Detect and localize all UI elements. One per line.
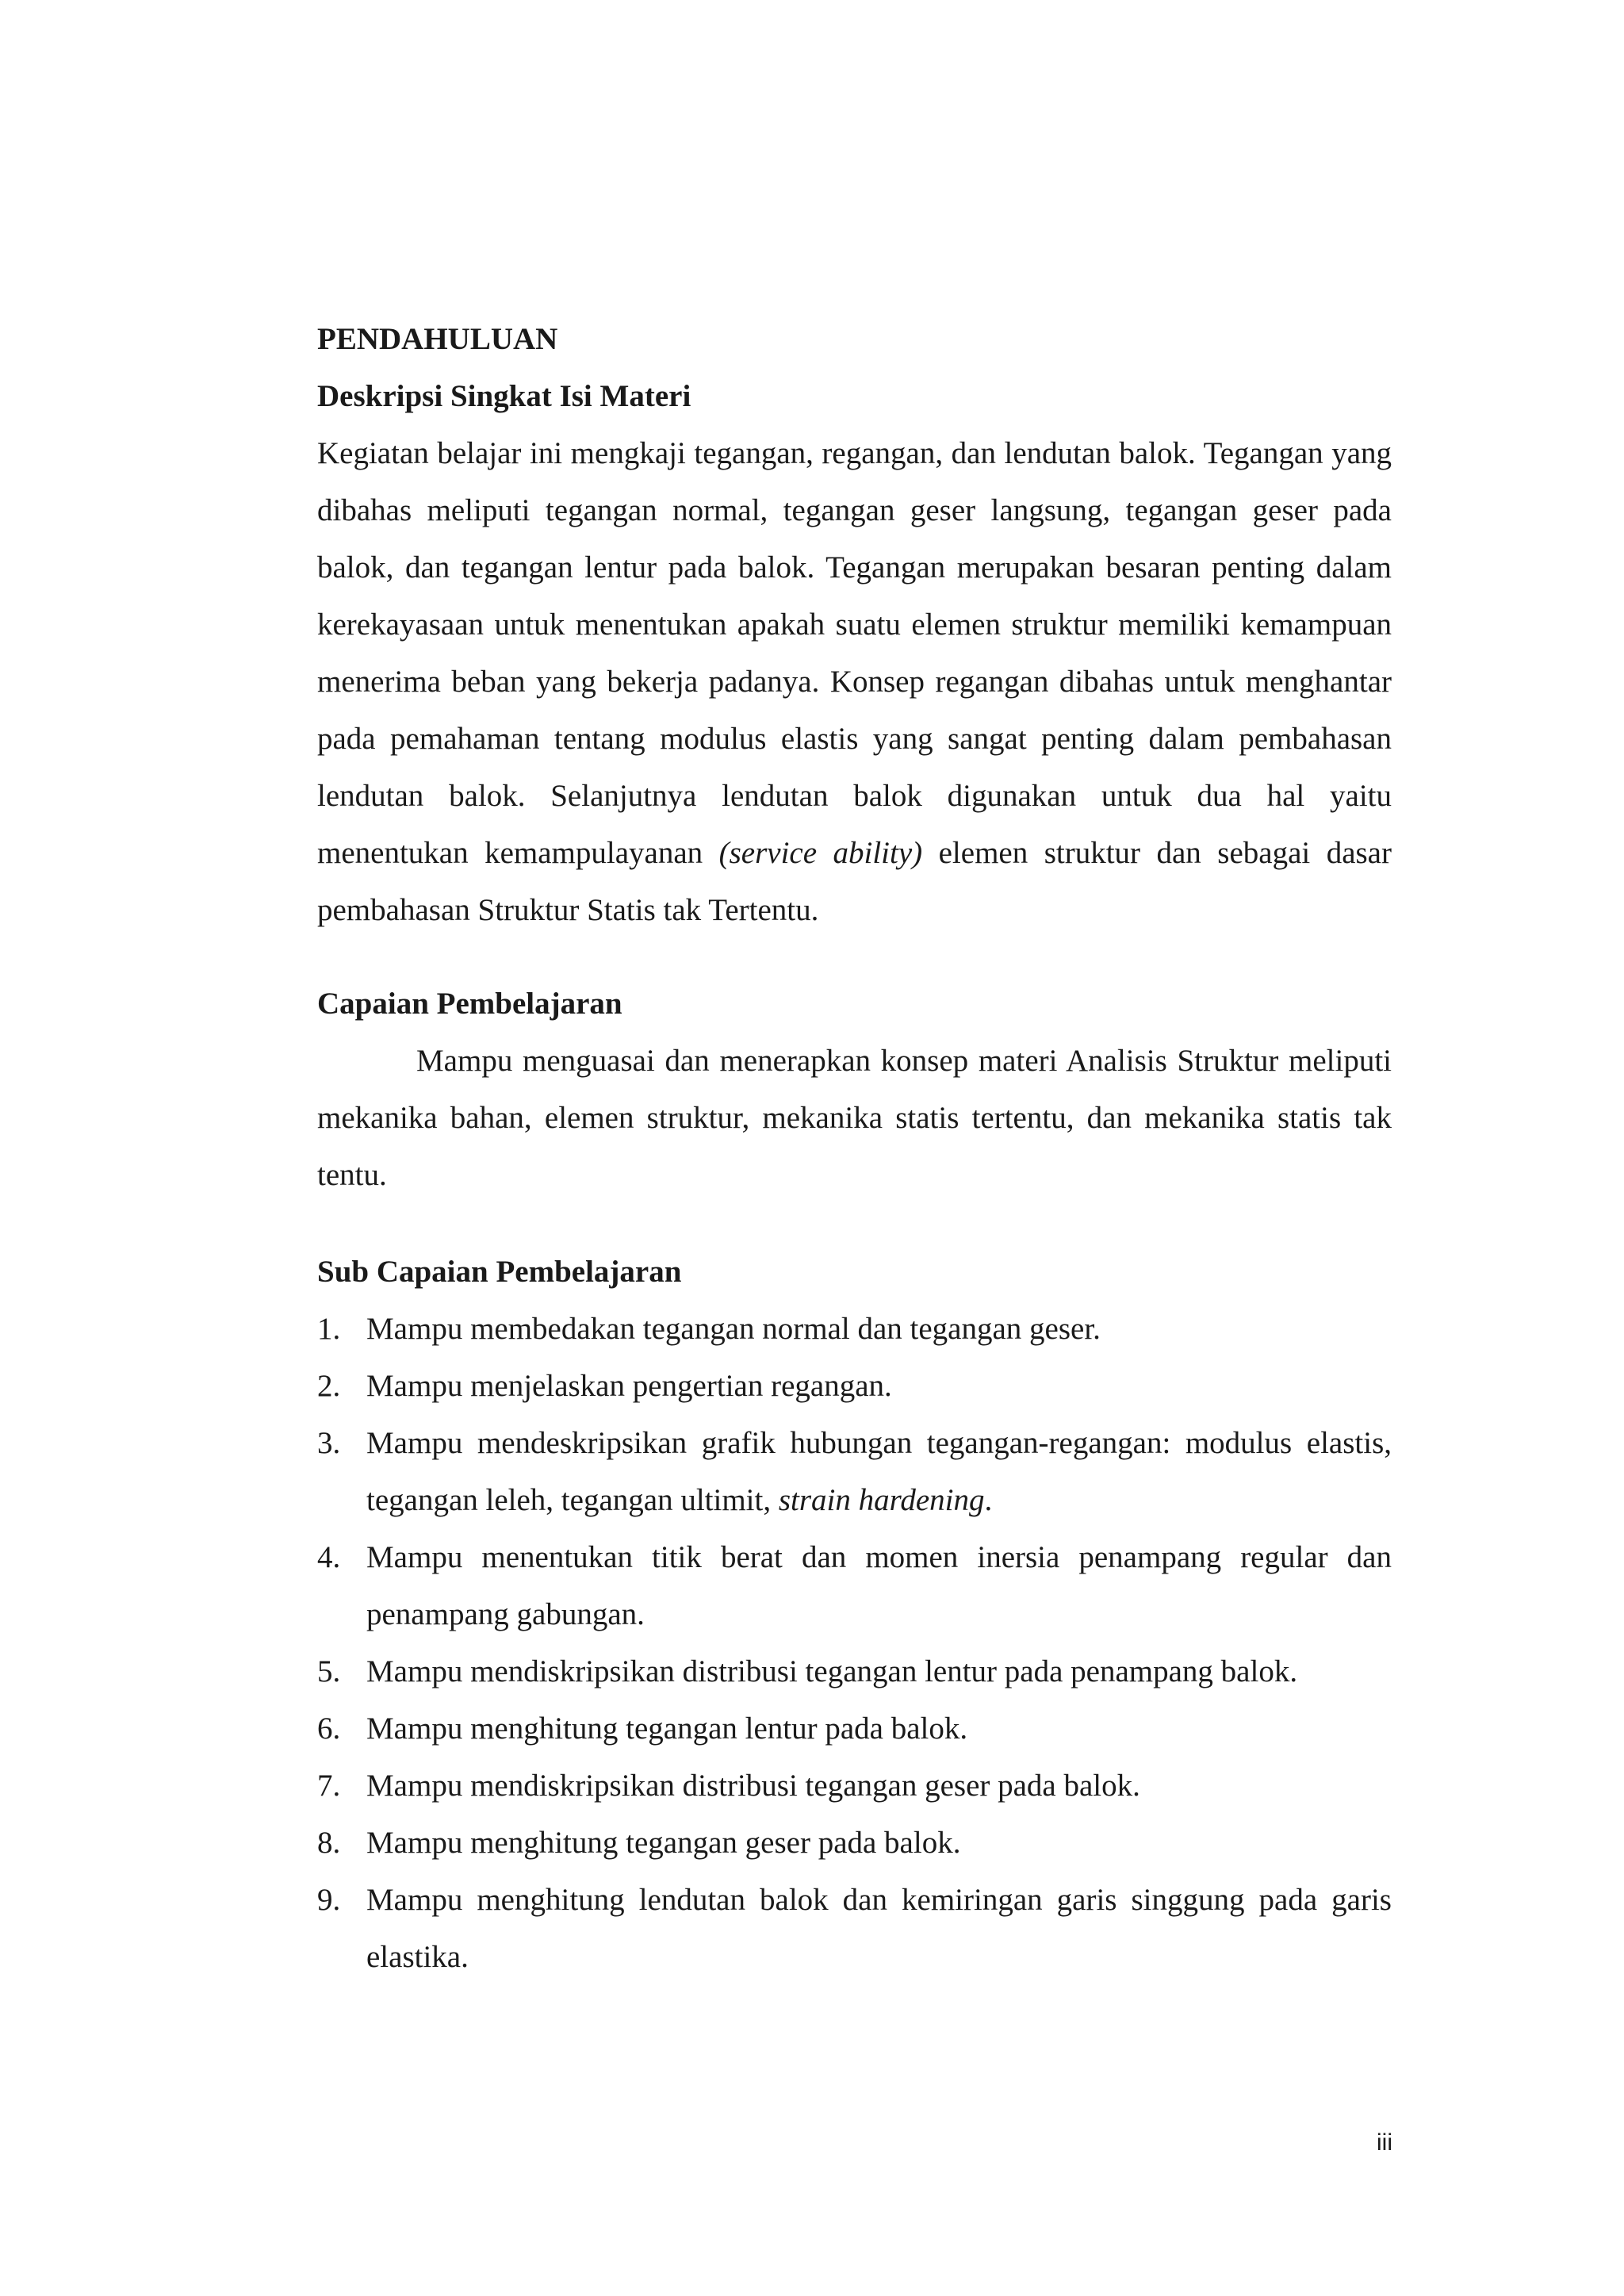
- list-item-italic: strain hardening: [778, 1483, 985, 1517]
- document-title: PENDAHULUAN: [317, 322, 558, 356]
- list-item-text: Mampu mendeskripsikan grafik hubungan tegangan-regangan: modulus elastis, tegangan leleh, tegangan ultimit,: [366, 1426, 1392, 1517]
- list-item-number: 5.: [317, 1654, 341, 1688]
- list-item-number: 9.: [317, 1883, 341, 1917]
- list-item: [317, 1643, 1392, 1700]
- description-heading: Deskripsi Singkat Isi Materi: [317, 379, 691, 413]
- description-text-1: Kegiatan belajar ini mengkaji tegangan, regangan, dan lendutan balok. Tegangan yang dibahas meliputi tegangan normal, tegangan geser langsung, tegangan geser pada balok, dan tegangan lentur pada balok. Tegangan merupakan besaran penting dalam kerekayasaan untuk menentukan apakah suatu elemen struktur memiliki kemampuan menerima beban yang bekerja padanya. Konsep regangan dibahas untuk menghantar pada pemahaman tentang modulus elastis yang sangat penting dalam pembahasan lendutan balok. Selanjutnya lendutan balok digunakan untuk dua hal yaitu menentukan kemampulayanan: [317, 436, 1392, 870]
- list-item-number: 7.: [317, 1769, 341, 1803]
- list-item: [317, 1815, 1392, 1872]
- list-item-text: Mampu menghitung tegangan lentur pada balok.: [366, 1711, 968, 1746]
- list-item-suffix: .: [984, 1483, 993, 1517]
- list-item-text: Mampu mendiskripsikan distribusi tegangan lentur pada penampang balok.: [366, 1654, 1298, 1688]
- list-item: [317, 1700, 1392, 1757]
- list-item-number: 1.: [317, 1312, 341, 1346]
- section-gap: [317, 939, 1392, 976]
- description-text-2: elemen struktur dan sebagai dasar pembahasan Struktur Statis tak Tertentu.: [317, 836, 1392, 927]
- list-item: [317, 1529, 1392, 1643]
- list-item-text: Mampu menentukan titik berat dan momen inersia penampang regular dan penampang gabungan.: [366, 1540, 1392, 1631]
- learning-outcome-heading: Capaian Pembelajaran: [317, 987, 622, 1021]
- list-item-number: 3.: [317, 1426, 341, 1460]
- list-item: [317, 1757, 1392, 1815]
- list-item-text: Mampu membedakan tegangan normal dan tegangan geser.: [366, 1312, 1101, 1346]
- list-item-text: Mampu menjelaskan pengertian regangan.: [366, 1369, 892, 1403]
- list-item-text: Mampu menghitung lendutan balok dan kemiringan garis singgung pada garis elastika.: [366, 1883, 1392, 1974]
- list-item-number: 6.: [317, 1711, 341, 1746]
- list-item-text: Mampu menghitung tegangan geser pada balok.: [366, 1826, 961, 1860]
- learning-outcome-paragraph: Mampu menguasai dan menerapkan konsep materi Analisis Struktur meliputi mekanika bahan, elemen struktur, mekanika statis tertentu, dan mekanika statis tak tentu.: [317, 1044, 1392, 1192]
- list-item-number: 4.: [317, 1540, 341, 1574]
- list-item: [317, 1415, 1392, 1529]
- sub-outcomes-heading: Sub Capaian Pembelajaran: [317, 1255, 682, 1289]
- list-item: [317, 1872, 1392, 1986]
- list-item: [317, 1301, 1392, 1358]
- description-paragraph: [317, 425, 1392, 939]
- list-item: [317, 1358, 1392, 1415]
- list-item-text: Mampu mendiskripsikan distribusi tegangan geser pada balok.: [366, 1769, 1140, 1803]
- document-page: [317, 311, 1392, 1986]
- sub-outcomes-list: [317, 1301, 1392, 1986]
- description-text-italic: (service ability): [718, 836, 923, 870]
- list-item-number: 2.: [317, 1369, 341, 1403]
- list-item-number: 8.: [317, 1826, 341, 1860]
- page-number: iii: [1377, 2129, 1392, 2156]
- section-gap: [317, 1204, 1392, 1244]
